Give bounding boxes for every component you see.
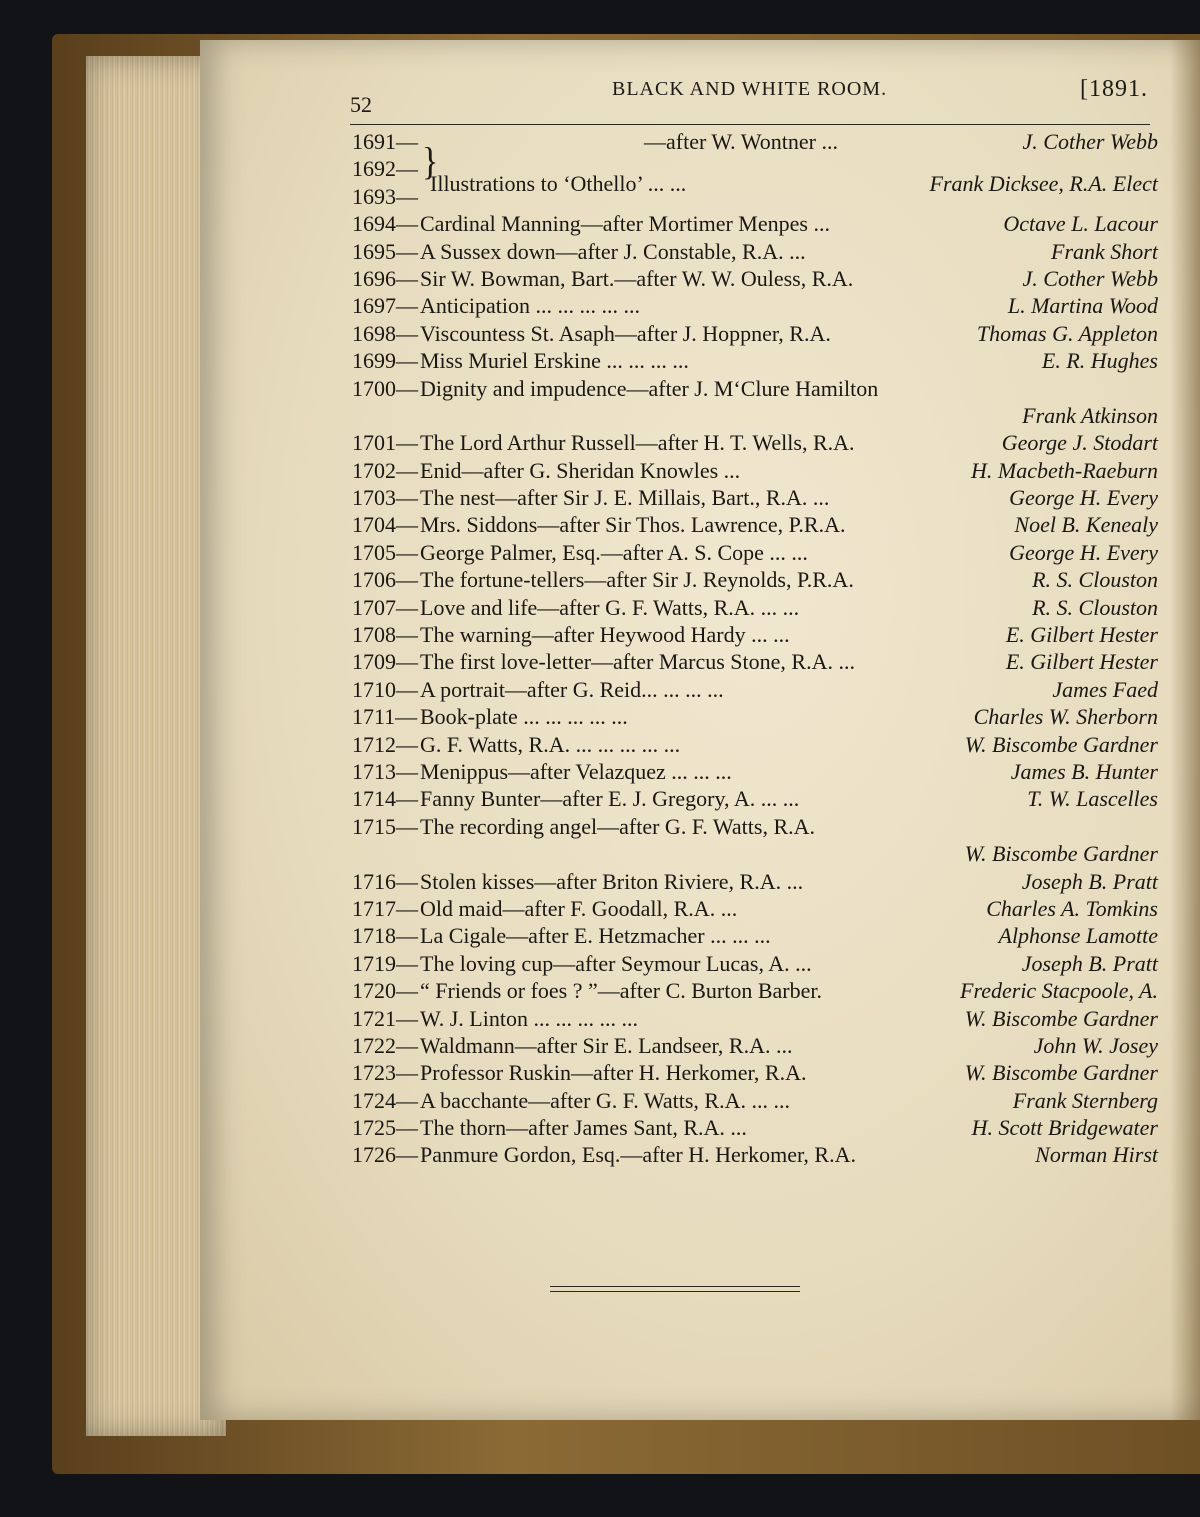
entry-artist: Frank Dicksee, R.A. Elect: [929, 170, 1158, 196]
entry-number: 1697—: [352, 293, 418, 319]
entry-title: Sir W. Bowman, Bart.—after W. W. Ouless, R.A.: [420, 265, 854, 291]
entry-title: The warning—after Heywood Hardy ... ...: [420, 622, 790, 648]
entry-title: Illustrations to ‘Othello’ ... ...: [430, 170, 687, 196]
page-gutter-shadow: [1170, 40, 1200, 1420]
entry-number: 1715—: [352, 813, 418, 839]
entry-number: 1723—: [352, 1060, 418, 1086]
page-number: 52: [350, 92, 372, 117]
entry-title: A portrait—after G. Reid... ... ... ...: [420, 676, 724, 702]
entry-artist: T. W. Lascelles: [1027, 786, 1158, 812]
entry-title: Old maid—after F. Goodall, R.A. ...: [420, 895, 738, 921]
entry-number: 1704—: [352, 512, 418, 538]
entry-artist: Charles W. Sherborn: [973, 704, 1158, 730]
entry-number: 1705—: [352, 539, 418, 565]
entry-number: 1693—: [352, 183, 418, 209]
entry-title: The fortune-tellers—after Sir J. Reynolds, P.R.A.: [420, 567, 854, 593]
catalogue-entry: [352, 703, 1158, 730]
catalogue-entry: [352, 1059, 1158, 1086]
catalogue-entry: [352, 785, 1158, 812]
entry-artist: George J. Stodart: [1001, 430, 1158, 456]
catalogue-entry: [352, 511, 1158, 538]
entry-artist: E. Gilbert Hester: [1005, 622, 1158, 648]
entry-number: 1725—: [352, 1115, 418, 1141]
catalogue-entry: [352, 676, 1158, 703]
entry-title: —after W. Wontner ...: [644, 129, 838, 154]
entry-number: 1703—: [352, 485, 418, 511]
catalogue-entry: [352, 813, 1158, 868]
entry-title: The thorn—after James Sant, R.A. ...: [420, 1115, 747, 1141]
entry-number: 1702—: [352, 457, 418, 483]
entry-artist: J. Cother Webb: [1022, 265, 1158, 291]
entry-number: 1701—: [352, 430, 418, 456]
entry-title: Cardinal Manning—after Mortimer Menpes ...: [420, 211, 830, 237]
entry-artist: George H. Every: [1009, 539, 1158, 565]
entry-artist: R. S. Clouston: [1032, 567, 1158, 593]
catalogue-entries: [352, 128, 1158, 1169]
catalogue-entry: [352, 1005, 1158, 1032]
catalogue-entry: [352, 1032, 1158, 1059]
running-title: BLACK AND WHITE ROOM.: [612, 78, 888, 100]
catalogue-entry: [352, 1087, 1158, 1114]
entry-number: 1721—: [352, 1005, 418, 1031]
entry-title: Book-plate ... ... ... ... ...: [420, 704, 628, 730]
entry-artist: R. S. Clouston: [1032, 594, 1158, 620]
catalogue-entry: [352, 457, 1158, 484]
catalogue-entry: [352, 484, 1158, 511]
entry-title: The recording angel—after G. F. Watts, R.A.: [420, 813, 816, 839]
entry-number: 1708—: [352, 622, 418, 648]
entry-artist: James B. Hunter: [1010, 759, 1158, 784]
catalogue-entry: [352, 594, 1158, 621]
entry-artist: Alphonse Lamotte: [998, 923, 1158, 949]
entry-artist: W. Biscombe Gardner: [964, 1005, 1158, 1031]
catalogue-entry: [352, 868, 1158, 895]
entry-title: La Cigale—after E. Hetzmacher ... ... ...: [420, 923, 771, 949]
entry-artist: H. Macbeth-Raeburn: [971, 457, 1158, 483]
entry-title: Fanny Bunter—after E. J. Gregory, A. ... ...: [420, 786, 800, 812]
entry-artist: H. Scott Bridgewater: [971, 1115, 1158, 1141]
entry-number: 1713—: [352, 759, 418, 784]
catalogue-entry: [352, 1114, 1158, 1141]
entry-artist: George H. Every: [1009, 485, 1158, 511]
entry-number: 1694—: [352, 211, 418, 237]
end-rule: [550, 1286, 800, 1292]
entry-title: Love and life—after G. F. Watts, R.A. ... ...: [420, 594, 800, 620]
entry-artist: E. Gilbert Hester: [1005, 649, 1158, 675]
entry-artist: Norman Hirst: [1035, 1142, 1158, 1168]
catalogue-entry: [352, 977, 1158, 1004]
brace-glyph: }: [422, 140, 439, 184]
entry-title: The loving cup—after Seymour Lucas, A. ...: [420, 950, 812, 976]
catalogue-entry: [352, 950, 1158, 977]
entry-number: 1719—: [352, 950, 418, 976]
entry-number: 1726—: [352, 1142, 418, 1168]
entry-number: 1692—: [352, 156, 418, 182]
entry-number: 1706—: [352, 567, 418, 593]
header-rule: [350, 124, 1150, 125]
catalogue-entry: [352, 922, 1158, 949]
catalogue-entry: [352, 265, 1158, 292]
entry-artist: W. Biscombe Gardner: [964, 1060, 1158, 1086]
catalogue-entry: [352, 566, 1158, 593]
entry-artist: Noel B. Kenealy: [1014, 512, 1158, 538]
catalogue-entry: [352, 210, 1158, 237]
entry-title: Miss Muriel Erskine ... ... ... ...: [420, 348, 689, 374]
entry-number: 1714—: [352, 786, 418, 812]
entry-title: Waldmann—after Sir E. Landseer, R.A. ...: [420, 1032, 793, 1058]
entry-title: A Sussex down—after J. Constable, R.A. ...: [420, 238, 806, 264]
entry-title: A bacchante—after G. F. Watts, R.A. ... ...: [420, 1087, 790, 1113]
entry-title: Anticipation ... ... ... ... ...: [420, 293, 640, 319]
entry-title: W. J. Linton ... ... ... ... ...: [420, 1005, 638, 1031]
entry-title: George Palmer, Esq.—after A. S. Cope ... ...: [420, 539, 808, 565]
entry-title: The Lord Arthur Russell—after H. T. Wells, R.A.: [420, 430, 855, 456]
entry-artist: Thomas G. Appleton: [976, 320, 1158, 346]
entry-number: 1716—: [352, 868, 418, 894]
entry-title: “ Friends or foes ? ”—after C. Burton Barber.: [420, 978, 822, 1004]
entry-artist: Frank Sternberg: [1012, 1087, 1158, 1113]
entry-title: Enid—after G. Sheridan Knowles ...: [420, 457, 741, 483]
entry-artist: James Faed: [1052, 676, 1158, 702]
entry-number: 1691—: [352, 129, 418, 154]
entry-artist: Frank Short: [1051, 238, 1158, 264]
entry-title: Panmure Gordon, Esq.—after H. Herkomer, R.A.: [420, 1142, 856, 1168]
catalogue-entry: [352, 429, 1158, 456]
entry-artist: J. Cother Webb: [1022, 129, 1158, 154]
entry-artist: Charles A. Tomkins: [986, 895, 1158, 921]
entry-number: 1712—: [352, 731, 418, 757]
entry-title: Professor Ruskin—after H. Herkomer, R.A.: [420, 1060, 807, 1086]
catalogue-entry: [352, 895, 1158, 922]
entry-number: 1709—: [352, 649, 418, 675]
entry-number: 1698—: [352, 320, 418, 346]
entry-number: 1724—: [352, 1087, 418, 1113]
entry-artist: Joseph B. Pratt: [1021, 950, 1158, 976]
entry-number: 1717—: [352, 895, 418, 921]
entry-title: The nest—after Sir J. E. Millais, Bart., R.A. ...: [420, 485, 830, 511]
entry-artist: Frederic Stacpoole, A.: [960, 978, 1158, 1004]
entry-artist: Octave L. Lacour: [1003, 211, 1158, 237]
catalogue-entry: [352, 238, 1158, 265]
catalogue-entry: [352, 539, 1158, 566]
entry-number: 1720—: [352, 978, 418, 1004]
entry-title: Menippus—after Velazquez ... ... ...: [420, 759, 732, 784]
entry-title: Dignity and impudence—after J. M‘Clure Hamilton: [420, 375, 879, 401]
year-label: [1891.: [1080, 76, 1148, 102]
entry-number: 1718—: [352, 923, 418, 949]
entry-number: 1696—: [352, 265, 418, 291]
entry-title: Viscountess St. Asaph—after J. Hoppner, R.A.: [420, 320, 831, 346]
entry-number: 1711—: [352, 704, 418, 730]
catalogue-entry: [352, 128, 1158, 155]
catalogue-entry: [352, 621, 1158, 648]
entry-artist: Joseph B. Pratt: [1021, 868, 1158, 894]
entry-artist: L. Martina Wood: [1007, 293, 1158, 319]
entry-title: Stolen kisses—after Briton Riviere, R.A. ...: [420, 868, 804, 894]
entry-number: 1695—: [352, 238, 418, 264]
catalogue-entry: [352, 758, 1158, 785]
catalogue-entry: [352, 292, 1158, 319]
entry-number: 1722—: [352, 1032, 418, 1058]
catalogue-entry: [352, 648, 1158, 675]
entry-artist: John W. Josey: [1033, 1032, 1158, 1058]
catalogue-entry: [352, 1141, 1158, 1168]
entry-artist: E. R. Hughes: [1041, 348, 1158, 374]
entry-title: Mrs. Siddons—after Sir Thos. Lawrence, P.R.A.: [420, 512, 846, 538]
entry-artist: W. Biscombe Gardner: [964, 731, 1158, 757]
entry-number: 1710—: [352, 676, 418, 702]
entry-number: 1699—: [352, 348, 418, 374]
entry-title: The first love-letter—after Marcus Stone, R.A. ...: [420, 649, 855, 675]
catalogue-entry: [352, 731, 1158, 758]
entry-number: 1700—: [352, 375, 418, 401]
entry-artist: Frank Atkinson: [1022, 402, 1158, 428]
catalogue-entry: [352, 320, 1158, 347]
catalogue-entry: [352, 375, 1158, 430]
entry-number: 1707—: [352, 594, 418, 620]
catalogue-entry: [352, 347, 1158, 374]
page-header: [350, 76, 1150, 117]
entry-artist: W. Biscombe Gardner: [964, 841, 1158, 867]
entry-title: G. F. Watts, R.A. ... ... ... ... ...: [420, 731, 681, 757]
